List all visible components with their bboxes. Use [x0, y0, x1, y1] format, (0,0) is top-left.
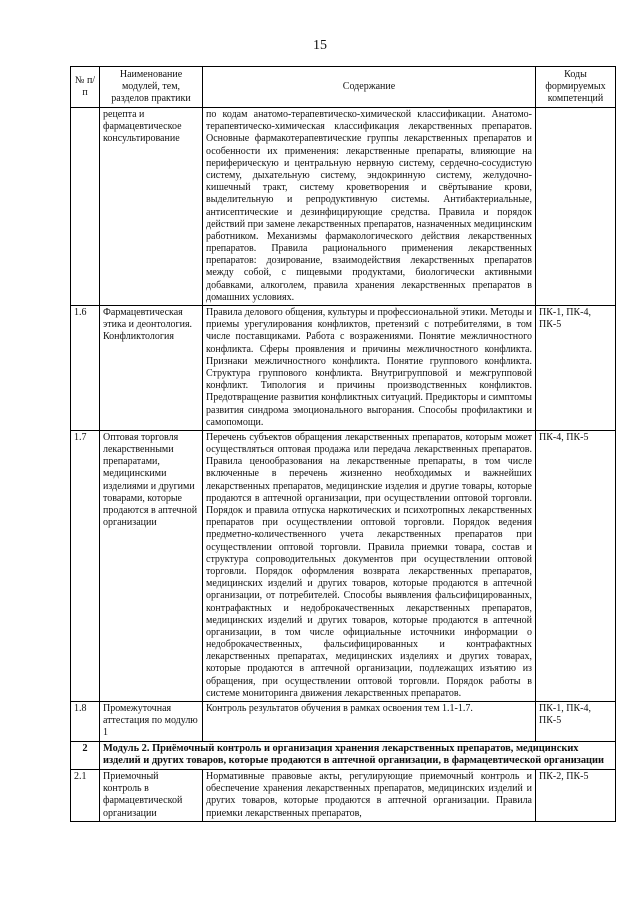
table-row: [71, 702, 616, 742]
header-name: Наименование модулей, тем, разделов практики: [100, 67, 203, 108]
row-name: Приемочный контроль в фармацевтической организации: [100, 769, 203, 821]
module-row: [71, 741, 616, 769]
header-codes: Коды формируемых компетенций: [536, 67, 616, 108]
header-num: № п/п: [71, 67, 100, 108]
row-num: 2.1: [71, 769, 100, 821]
module-title: Модуль 2. Приёмочный контроль и организация хранения лекарственных препаратов, медицинских изделий и других товаров, которые продаются в аптечной организации, в фармацевтической организации: [100, 741, 616, 769]
row-content: по кодам анатомо-терапевтическо-химической классификации. Анатомо-терапевтическо-химическая классификация лекарственных препаратов. Основные фармакотерапевтические группы лекарственных препаратов и особенности их применения: лекарственные препараты, влияющие на периферическую и центральную нервную систему, сердечно-сосудистую систему, дыхательную систему, эндокринную систему, желудочно-кишечный тракт, систему кроветворения и свёртывание крови, выделительную и репродуктивную системы. Антибактериальные, антисептические и дезинфицирующие средства. Правила и порядок действий при замене лекарственных препаратов, назначенных медицинским работником. Механизмы фармакологического действия лекарственных препаратов. Правила рационального применения лекарственных препаратов: дозирование, взаимодействия лекарственных препаратов между собой, с пищевыми продуктами, биологически активными добавками, алкоголем, правила хранения лекарственных препаратов в домашних условиях.: [203, 108, 536, 306]
row-codes: ПК-4, ПК-5: [536, 430, 616, 701]
row-content: Перечень субъектов обращения лекарственных препаратов, которым может осуществляться оптовая продажа или передача лекарственных препаратов. Правила ценообразования на лекарственные препараты, в том числе включенные в перечень жизненно необходимых и важнейших лекарственных препаратов, медицинские изделия и другие товары, которые продаются в аптечной организации, при осуществлении оптовой торговли. Порядок и правила отпуска наркотических и психотропных лекарственных препаратов при осуществлении оптовой торговли. Порядок ведения предметно-количественного учета лекарственных препаратов при осуществлении оптовой торговли. Правила приемки товара, состав и структура сопроводительных документов при осуществлении оптовой торговли. Порядок оформления возврата лекарственных препаратов, медицинских изделий и других товаров, которые продаются в аптечной организации, от потребителей. Способы выявления фальсифицированных, контрафактных и недоброкачественных лекарственных препаратов, медицинских изделий и других товаров, которые продаются в аптечной организации, в том числе официальные источники информации о недоброкачественных, фальсифицированных и контрафактных лекарственных препаратах, медицинских изделиях и других товарах, которые продаются в аптечной организации, подлежащих изъятию из обращения, при осуществлении оптовой торговли. Порядок работы в системе мониторинга движения лекарственных препаратов.: [203, 430, 536, 701]
row-num: [71, 108, 100, 306]
row-codes: ПК-2, ПК-5: [536, 769, 616, 821]
header-content: Содержание: [203, 67, 536, 108]
module-num: 2: [71, 741, 100, 769]
table-row: [71, 430, 616, 701]
row-num: 1.6: [71, 306, 100, 431]
row-num: 1.7: [71, 430, 100, 701]
row-content: Контроль результатов обучения в рамках освоения тем 1.1-1.7.: [203, 702, 536, 742]
row-content: Правила делового общения, культуры и профессиональной этики. Методы и приемы урегулирования конфликтов, претензий с потребителями, в том числе поставщиками. Работа с возражениями. Понятие межличностного конфликта. Сферы проявления и причины межличностного конфликта. Признаки межличностного конфликта. Понятие группового конфликта. Структура группового конфликта. Внутригрупповой и межгрупповой конфликт. Типология и причины производственных конфликтов. Предотвращение развития конфликтных ситуаций. Предикторы и симптомы развития синдрома эмоционального выгорания. Способы профилактики и самопомощи.: [203, 306, 536, 431]
row-name: Оптовая торговля лекарственными препаратами, медицинскими изделиями и другими товарами, которые продаются в аптечной организации: [100, 430, 203, 701]
table-row: [71, 769, 616, 821]
row-name: Фармацевтическая этика и деонтология. Конфликтология: [100, 306, 203, 431]
row-codes: [536, 108, 616, 306]
table-row: [71, 108, 616, 306]
page-number: 15: [313, 38, 327, 53]
curriculum-table: [70, 66, 616, 822]
row-codes: ПК-1, ПК-4, ПК-5: [536, 306, 616, 431]
table-row: [71, 306, 616, 431]
row-name: Промежуточная аттестация по модулю 1: [100, 702, 203, 742]
row-content: Нормативные правовые акты, регулирующие приемочный контроль и обеспечение хранения лекарственных препаратов, медицинских изделий и других товаров, которые продаются в аптечной организации. Правила приемки лекарственных препаратов,: [203, 769, 536, 821]
table-header-row: [71, 67, 616, 108]
row-codes: ПК-1, ПК-4, ПК-5: [536, 702, 616, 742]
row-num: 1.8: [71, 702, 100, 742]
row-name: рецепта и фармацевтическое консультирование: [100, 108, 203, 306]
